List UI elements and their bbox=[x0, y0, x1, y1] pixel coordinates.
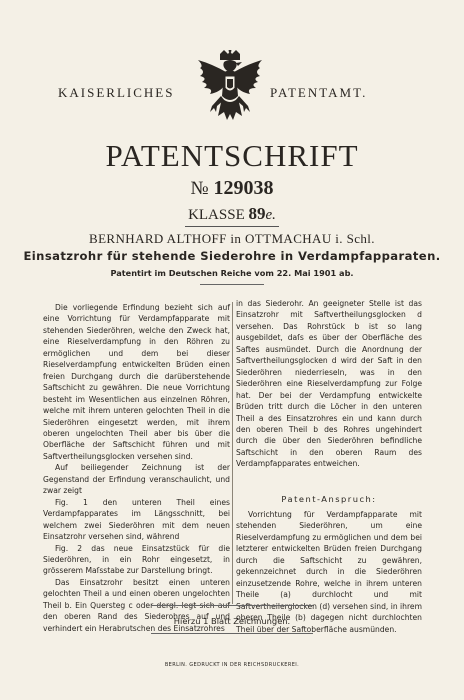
patent-class bbox=[0, 204, 464, 224]
class-letter: e. bbox=[265, 207, 276, 223]
patent-number-value: 129038 bbox=[213, 177, 274, 199]
column-divider bbox=[232, 302, 233, 604]
imperial-eagle-icon bbox=[194, 50, 266, 130]
footer-rule-top bbox=[151, 605, 313, 606]
drawing-sheets-note: Hierzu 1 Blatt Zeichnungen. bbox=[173, 616, 291, 626]
header-rule bbox=[185, 226, 279, 227]
footer-rule-bottom bbox=[151, 633, 313, 634]
claim-heading: Patent-Anspruch: bbox=[281, 494, 377, 504]
class-value: 89 bbox=[248, 204, 266, 223]
printer-imprint: BERLIN. GEDRUCKT IN DER REICHSDRUCKEREI. bbox=[164, 662, 300, 668]
inventor-line: BERNHARD ALTHOFF in OTTMACHAU i. Schl. bbox=[89, 231, 375, 246]
patent-subject: Einsatzrohr für stehende Siederohre in Verdampfapparaten. bbox=[23, 249, 441, 263]
description-right-column bbox=[236, 298, 422, 470]
class-label: KLASSE bbox=[188, 207, 245, 223]
description-paragraph: in das Siederohr. An geeigneter Stelle ist das Einsatzrohr mit Saftvertheilungsglocken d versehen. Das Rohrstück b ist so lang ausgebildet, daſs es über der Oberfläche des Saftes ausmündet. Durch die Anordnung der Saftvertheilungsglocken d wird der Saft in den Siederöhren niederrieseln, was in den Siederöhren eine Rieselverdampfung zur Folge hat. Der bei der Verdampfung entwickelte Brüden tritt durch die Löcher in den unteren Theil a des Einsatzrohres ein und kann durch den oberen Theil b des Rohres ungehindert durch die über den Siederöhren befindliche Saftschicht in den oberen Raum des Verdampfapparates entweichen. bbox=[236, 299, 422, 469]
description-paragraph: Fig. 2 das neue Einsatzstück für die Siederöhren, in ein Rohr eingesetzt, in grösserem Maſsstabe zur Darstellung bringt. bbox=[43, 543, 230, 576]
patent-number bbox=[0, 177, 464, 200]
description-left-column bbox=[43, 302, 230, 634]
document-type-title: PATENTSCHRIFT bbox=[105, 138, 359, 173]
office-name-right: PATENTAMT. bbox=[270, 85, 368, 100]
claim-paragraph: Vorrichtung für Verdampfapparate mit stehenden Siederöhren, um eine Rieselverdampfung zu ermöglichen und dem bei letzterer entwickelten Brüden freien Durchgang durch die Saftschicht zu gewähren, gekennzeichnet durch in die Siederöhren einzusetzende Rohre, welche in ihrem unteren Theile (a) durchlocht und mit Saftvertheilerglocken (d) versehen sind, in ihrem oberen Theile (b) dagegen nicht durchlochten Theil über der Saftoberfläche ausmünden. bbox=[236, 510, 422, 634]
description-paragraph: Die vorliegende Erfindung bezieht sich auf eine Vorrichtung für Verdampfapparate mit stehenden Siederöhren, welche den Zweck hat, eine Rieselverdampfung in den Röhren zu ermöglichen und dem bei dieser Rieselverdampfung entwickelten Brüden einen freien Durchgang durch die darüberstehende Saftschicht zu gewähren. Die neue Vorrichtung besteht im Wesentlichen aus einzelnen Röhren, welche mit ihrem unteren gelochten Theil in die Siederöhren eingesetzt werden, mit ihrem oberen ungelochten Theil aber bis über die Oberfläche der Saftschicht führen und mit Saftvertheilungsglocken versehen sind. bbox=[43, 303, 230, 461]
description-paragraph: Das Einsatzrohr besitzt einen unteren gelochten Theil a und einen oberen ungelochten Theil b. Ein Quersteg c oder dergl. legt sich auf den oberen Rand des Siederohres auf und verhindert ein Herabrutschen des Einsatzrohres bbox=[43, 577, 230, 633]
patent-date-line: Patentirt im Deutschen Reiche vom 22. Mai 1901 ab. bbox=[110, 268, 354, 278]
description-paragraph: Fig. 1 den unteren Theil eines Verdampfapparates im Längsschnitt, bei welchem zwei Siederöhren mit dem neuen Einsatzrohr versehen sind, während bbox=[43, 497, 230, 542]
description-paragraph: Auf beiliegender Zeichnung ist der Gegenstand der Erfindung veranschaulicht, und zwar zeigt bbox=[43, 463, 230, 496]
title-rule bbox=[200, 284, 264, 285]
office-name-left: KAISERLICHES bbox=[58, 85, 175, 100]
number-prefix: № bbox=[190, 178, 209, 199]
